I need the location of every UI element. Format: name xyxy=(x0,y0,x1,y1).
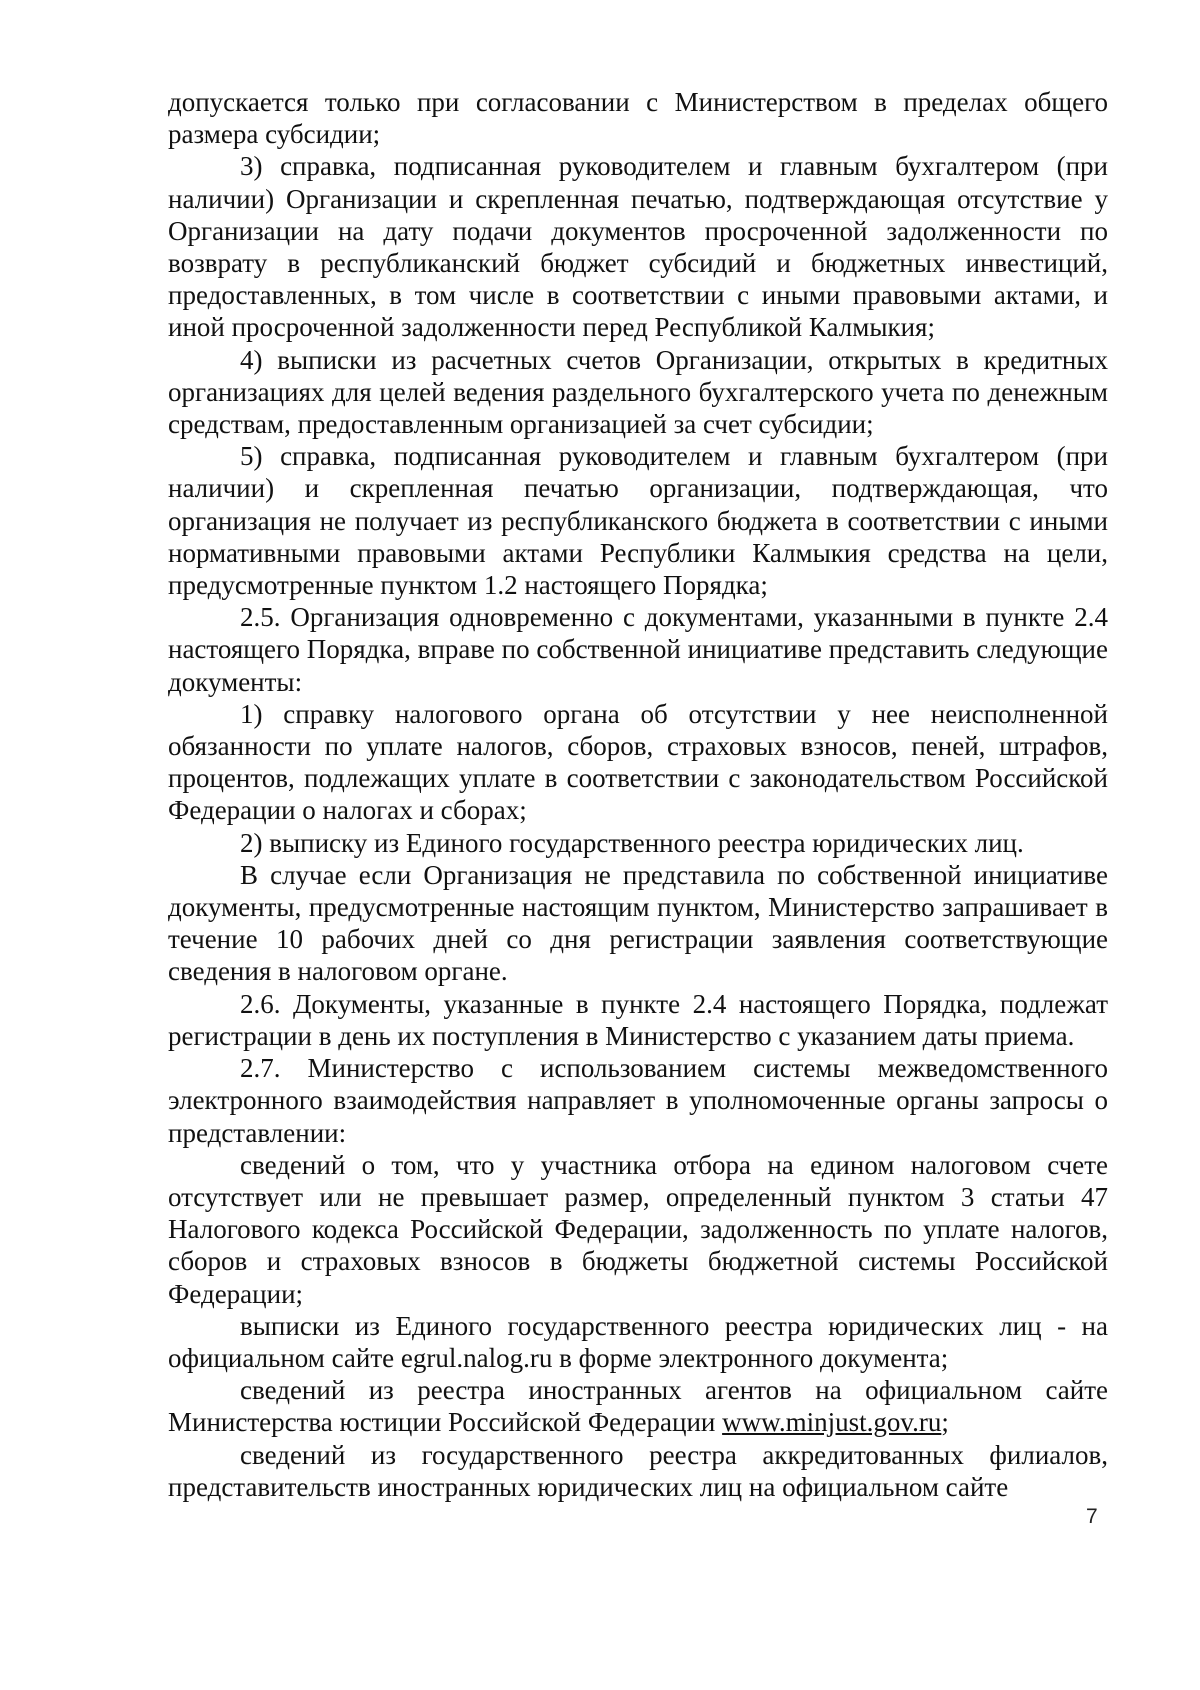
paragraph-item-5-certificate: 5) справка, подписанная руководителем и главным бухгалтером (при наличии) и скрепленная печатью организации, подтверждающая, что организация не получает из республиканского бюджета в соответствии с иными нормативными правовыми актами Республики Калмыкия средства на цели, предусмотренные пунктом 1.2 настоящего Порядка; xyxy=(168,441,1108,601)
document-body xyxy=(168,86,1108,1503)
foreign-agents-text-end: ; xyxy=(941,1407,949,1438)
paragraph-item-4-bank-statements: 4) выписки из расчетных счетов Организации, открытых в кредитных организациях для целей ведения раздельного бухгалтерского учета по денежным средствам, предоставленным организацией за счет субсидии; xyxy=(168,344,1108,440)
paragraph-item-1-tax-certificate: 1) справку налогового органа об отсутствии у нее неисполненной обязанности по уплате налогов, сборов, страховых взносов, пеней, штрафов, процентов, подлежащих уплате в соответствии с законодательством Российской Федерации о налогах и сборах; xyxy=(168,698,1108,826)
page-number: 7 xyxy=(1086,1505,1098,1528)
paragraph-item-3-certificate: 3) справка, подписанная руководителем и главным бухгалтером (при наличии) Организации и скрепленная печатью, подтверждающая отсутствие у Организации на дату подачи документов просроченной задолженности по возврату в республиканский бюджет субсидий и бюджетных инвестиций, предоставленных, в том числе в соответствии с иными правовыми актами, и иной просроченной задолженности перед Республикой Калмыкия; xyxy=(168,151,1108,343)
paragraph-section-2-6: 2.6. Документы, указанные в пункте 2.4 настоящего Порядка, подлежат регистрации в день их поступления в Министерство с указанием даты приема. xyxy=(168,988,1108,1051)
paragraph-foreign-agents-registry xyxy=(168,1374,1108,1438)
paragraph-subsidy-approval: допускается только при согласовании с Министерством в пределах общего размера субсидии; xyxy=(168,87,1108,150)
foreign-agents-text: сведений из реестра иностранных агентов на официальном сайте Министерства юстиции Российской Федерации xyxy=(168,1375,1108,1438)
paragraph-item-2-egrul-extract: 2) выписку из Единого государственного реестра юридических лиц. xyxy=(240,827,1024,858)
minjust-link[interactable]: www.minjust.gov.ru xyxy=(722,1407,942,1438)
paragraph-egrul-online: выписки из Единого государственного реестра юридических лиц - на официальном сайте egrul.nalog.ru в форме электронного документа; xyxy=(168,1310,1108,1373)
paragraph-tax-account-info: сведений о том, что у участника отбора на едином налоговом счете отсутствует или не превышает размер, определенный пунктом 3 статьи 47 Налогового кодекса Российской Федерации, задолженность по уплате налогов, сборов и страховых взносов в бюджеты бюджетной системы Российской Федерации; xyxy=(168,1149,1108,1309)
paragraph-section-2-7: 2.7. Министерство с использованием системы межведомственного электронного взаимодействия направляет в уполномоченные органы запросы о представлении: xyxy=(168,1053,1108,1148)
paragraph-ministry-request: В случае если Организация не представила по собственной инициативе документы, предусмотренные настоящим пунктом, Министерство запрашивает в течение 10 рабочих дней со дня регистрации заявления соответствующие сведения в налоговом органе. xyxy=(168,859,1108,987)
paragraph-accredited-branches: сведений из государственного реестра аккредитованных филиалов, представительств иностранных юридических лиц на официальном сайте xyxy=(168,1439,1108,1502)
paragraph-section-2-5: 2.5. Организация одновременно с документами, указанными в пункте 2.4 настоящего Порядка, вправе по собственной инициативе представить следующие документы: xyxy=(168,602,1108,697)
